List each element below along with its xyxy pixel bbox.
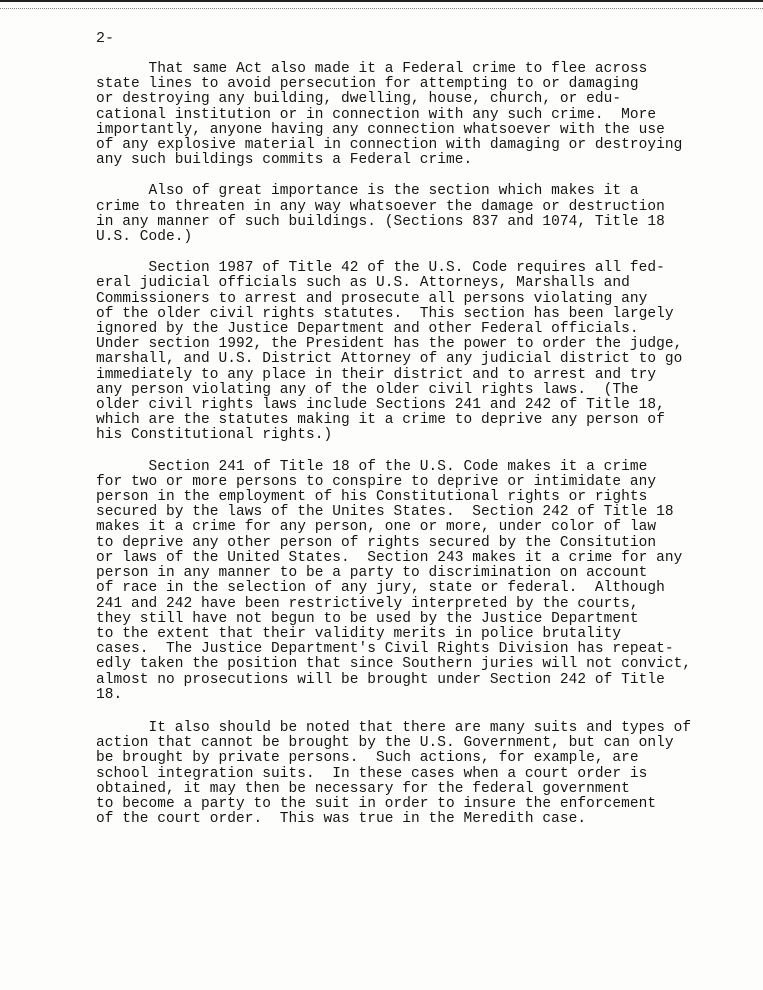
- text-line: almost no prosecutions will be brought under Section 242 of Title: [96, 671, 665, 688]
- text-line: obtained, it may then be necessary for the federal government: [96, 780, 630, 797]
- text-line: Under section 1992, the President has the power to order the judge,: [96, 336, 683, 353]
- text-line: to deprive any other person of rights secured by the Consitution: [96, 534, 657, 551]
- text-line: of the court order. This was true in the Meredith case.: [96, 811, 587, 828]
- text-line: any person violating any of the older civil rights laws. (The: [96, 381, 639, 398]
- text-line: immediately to any place in their district and to arrest and try: [96, 366, 657, 383]
- text-line: they still have not begun to be used by the Justice Department: [96, 610, 639, 627]
- text-line: in any manner of such buildings. (Sections 837 and 1074, Title 18: [96, 213, 665, 230]
- paragraph-1: [96, 62, 708, 168]
- text-line: any such buildings commits a Federal crime.: [96, 152, 473, 169]
- text-line: older civil rights laws include Sections 241 and 242 of Title 18,: [96, 397, 665, 414]
- text-line: marshall, and U.S. District Attorney of any judicial district to go: [96, 351, 683, 368]
- text-line: secured by the laws of the Unites States. Section 242 of Title 18: [96, 504, 674, 521]
- text-line: action that cannot be brought by the U.S. Government, but can only: [96, 735, 674, 752]
- text-line: ignored by the Justice Department and other Federal officials.: [96, 321, 639, 338]
- paragraph-2: [96, 184, 708, 245]
- paragraph-4: [96, 460, 708, 703]
- text-line: Also of great importance is the section which makes it a: [96, 183, 639, 200]
- text-line: U.S. Code.): [96, 229, 193, 246]
- text-line: person in the employment of his Constitutional rights or rights: [96, 489, 648, 506]
- text-line: of any explosive material in connection with damaging or destroying: [96, 137, 683, 154]
- text-line: That same Act also made it a Federal crime to flee across: [96, 61, 648, 77]
- text-line: 18.: [96, 686, 123, 703]
- text-line: be brought by private persons. Such actions, for example, are: [96, 750, 639, 767]
- text-line: Section 241 of Title 18 of the U.S. Code makes it a crime: [96, 458, 648, 475]
- text-line: to become a party to the suit in order to insure the enforcement: [96, 795, 657, 812]
- text-line: 241 and 242 have been restrictively interpreted by the courts,: [96, 595, 639, 612]
- text-line: cational institution or in connection with any such crime. More: [96, 106, 657, 123]
- text-line: state lines to avoid persecution for attempting to or damaging: [96, 76, 639, 93]
- document-body: [96, 62, 708, 843]
- paragraph-3: [96, 261, 708, 443]
- paragraph-5: [96, 721, 708, 827]
- text-line: makes it a crime for any person, one or more, under color of law: [96, 519, 657, 536]
- text-line: It also should be noted that there are many suits and types of: [96, 719, 692, 736]
- text-line: or laws of the United States. Section 243 makes it a crime for any: [96, 549, 683, 566]
- text-line: Section 1987 of Title 42 of the U.S. Code requires all fed-: [96, 260, 665, 277]
- text-line: cases. The Justice Department's Civil Rights Division has repeat-: [96, 641, 674, 658]
- page-number: 2-: [96, 30, 115, 47]
- text-line: eral judicial officials such as U.S. Attorneys, Marshalls and: [96, 275, 630, 292]
- text-line: crime to threaten in any way whatsoever the damage or destruction: [96, 198, 665, 215]
- text-line: or destroying any building, dwelling, house, church, or edu-: [96, 91, 622, 108]
- text-line: school integration suits. In these cases when a court order is: [96, 765, 648, 782]
- page-top-edge: [0, 0, 763, 9]
- text-line: of race in the selection of any jury, state or federal. Although: [96, 580, 665, 597]
- text-line: to the extent that their validity merits in police brutality: [96, 625, 622, 642]
- text-line: person in any manner to be a party to discrimination on account: [96, 565, 648, 582]
- text-line: of the older civil rights statutes. This section has been largely: [96, 305, 674, 322]
- text-line: Commissioners to arrest and prosecute all persons violating any: [96, 290, 648, 307]
- text-line: his Constitutional rights.): [96, 427, 333, 444]
- text-line: edly taken the position that since Southern juries will not convict,: [96, 656, 692, 673]
- text-line: for two or more persons to conspire to deprive or intimidate any: [96, 473, 657, 490]
- text-line: which are the statutes making it a crime to deprive any person of: [96, 412, 665, 429]
- text-line: importantly, anyone having any connection whatsoever with the use: [96, 121, 665, 138]
